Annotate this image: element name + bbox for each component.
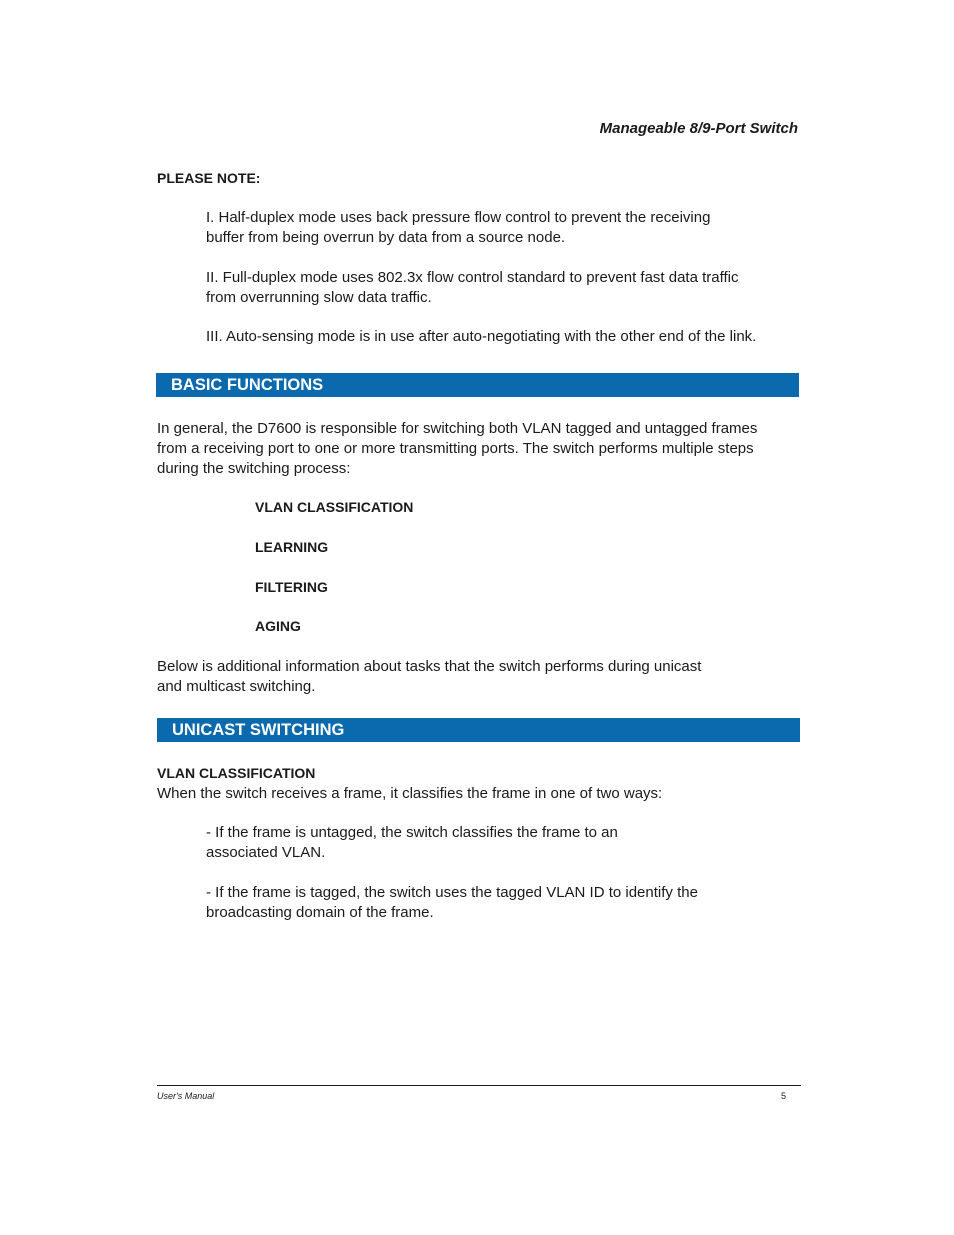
note-item-full-duplex: II. Full-duplex mode uses 802.3x flow control standard to prevent fast data traffic from overrunning slow data traffic. <box>206 269 739 306</box>
unicast-intro: When the switch receives a frame, it classifies the frame in one of two ways: <box>157 785 663 802</box>
section-heading-unicast-switching: UNICAST SWITCHING <box>157 718 800 742</box>
bullet-untagged-frame: - If the frame is untagged, the switch classifies the frame to an associated VLAN. <box>206 824 618 861</box>
bullet-tagged-frame: - If the frame is tagged, the switch uses the tagged VLAN ID to identify the broadcasting domain of the frame. <box>206 884 698 921</box>
basic-functions-outro: Below is additional information about tasks that the switch performs during unicast and multicast switching. <box>157 658 702 695</box>
step-learning: LEARNING <box>255 539 329 555</box>
note-item-auto-sensing: III. Auto-sensing mode is in use after auto-negotiating with the other end of the link. <box>206 328 757 345</box>
step-filtering: FILTERING <box>255 579 328 595</box>
vlan-classification-subheading: VLAN CLASSIFICATION <box>157 765 316 781</box>
note-item-half-duplex: I. Half-duplex mode uses back pressure flow control to prevent the receiving buffer from being overrun by data from a source node. <box>206 209 711 246</box>
page-number: 5 <box>781 1091 787 1101</box>
section-heading-basic-functions: BASIC FUNCTIONS <box>156 373 799 397</box>
footer-manual-label: User's Manual <box>157 1091 215 1101</box>
running-header-title: Manageable 8/9-Port Switch <box>599 120 798 137</box>
footer-divider <box>157 1085 801 1086</box>
basic-functions-intro: In general, the D7600 is responsible for switching both VLAN tagged and untagged frames from a receiving port to one or more transmitting ports. The switch performs multiple steps during the switching process: <box>157 420 758 477</box>
please-note-heading: PLEASE NOTE: <box>157 170 261 186</box>
step-aging: AGING <box>255 618 301 634</box>
step-vlan-classification: VLAN CLASSIFICATION <box>255 499 414 515</box>
